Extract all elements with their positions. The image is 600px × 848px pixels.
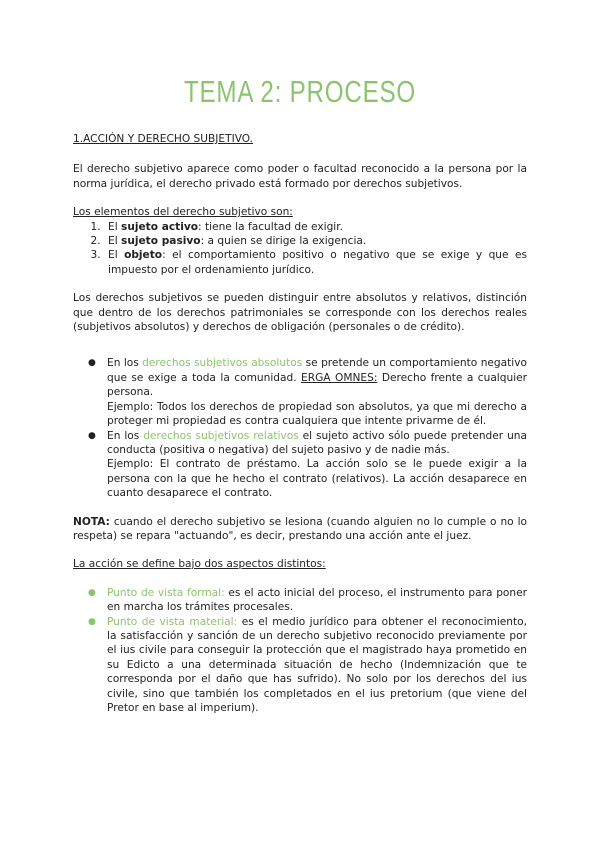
list-item: 1. El sujeto activo: tiene la facultad de exigir. <box>104 220 527 234</box>
document-body <box>73 132 527 715</box>
list-item: ● En los derechos subjetivos absolutos se pretende un comportamiento negativo que se exige a toda la comunidad. ERGA OMNES: Derecho frente a cualquier persona. Ejemplo: Todos los derechos de propiedad son absolutos, ya que mi derecho a proteger mi propiedad es contra cualquiera que intente privarme de él. <box>88 357 528 428</box>
bold-term: objeto <box>124 249 163 262</box>
list-item: 3. El objeto: el comportamiento positivo o negativo que se exige y que es impuesto por el ordenamiento jurídico. <box>104 248 527 277</box>
bullet-icon: ● <box>88 430 96 441</box>
bold-term: sujeto activo <box>121 220 199 233</box>
types-list <box>73 356 527 500</box>
bold-term: sujeto pasivo <box>121 235 201 248</box>
example-text: Ejemplo: Todos los derechos de propiedad son absolutos, ya que mi derecho a proteger mi propiedad es contra cualquiera que intente privarme de él. <box>107 400 527 428</box>
underline-term: ERGA OMNES: <box>301 371 378 384</box>
highlight-term: derechos subjetivos absolutos <box>142 357 303 370</box>
list-item: ● En los derechos subjetivos relativos el sujeto activo sólo puede pretender una conducta (positiva o negativa) del sujeto pasivo y de nadie más. Ejemplo: El contrato de préstamo. La acción solo se le puede exigir a la persona con la que he hecho el contrato (relativos). La acción desaparece en cuanto desaparece el contrato. <box>88 429 527 500</box>
bullet-icon: ● <box>88 587 96 598</box>
section-heading: 1.ACCIÓN Y DERECHO SUBJETIVO. <box>73 133 254 145</box>
list-item: ● Punto de vista material: es el medio jurídico para obtener el reconocimiento, la satisfacción y sanción de un derecho subjetivo reconocido previamente por el ius civile para conseguir la protección que el magistrado haya prometido en su Edicto a una determinada situación de hecho (Indemnización que te corresponda por el daño que has sufrido). No solo por los derechos del ius civile, sino que también los completados en el ius pretorium (que viene del Pretor en base al imperium). <box>88 615 528 714</box>
elements-list <box>73 220 527 278</box>
aspect-label: Punto de vista formal: <box>107 586 225 599</box>
nota-label: NOTA: <box>73 515 110 528</box>
aspects-list <box>73 586 527 716</box>
document-title: TEMA 2: PROCESO <box>183 74 417 109</box>
distinction-paragraph: Los derechos subjetivos se pueden distinguir entre absolutos y relativos, distinción que dentro de los derechos patrimoniales se corresponde con los derechos reales (subjetivos absolutos) y derechos de obligación (personales o de crédito). <box>73 292 527 334</box>
bullet-icon: ● <box>88 616 96 627</box>
nota-paragraph: NOTA: cuando el derecho subjetivo se lesiona (cuando alguien no lo cumple o no lo respeta) se repara "actuando", es decir, prestando una acción ante el juez. <box>73 515 527 542</box>
elements-heading: Los elementos del derecho subjetivo son: <box>73 206 293 219</box>
highlight-term: derechos subjetivos relativos <box>143 429 299 442</box>
aspect-label: Punto de vista material: <box>107 615 238 628</box>
example-text: Ejemplo: El contrato de préstamo. La acción solo se le puede exigir a la persona con la que he hecho el contrato (relativos). La acción desaparece en cuanto desaparece el contrato. <box>107 458 527 500</box>
list-item: 2. El sujeto pasivo: a quien se dirige la exigencia. <box>104 234 527 248</box>
action-heading: La acción se define bajo dos aspectos distintos: <box>73 558 326 571</box>
intro-paragraph: El derecho subjetivo aparece como poder o facultad reconocido a la persona por la norma jurídica, el derecho privado está formado por derechos subjetivos. <box>73 163 527 190</box>
bullet-icon: ● <box>88 358 96 369</box>
list-item: ● Punto de vista formal: es el acto inicial del proceso, el instrumento para poner en marcha los trámites procesales. <box>88 586 527 614</box>
